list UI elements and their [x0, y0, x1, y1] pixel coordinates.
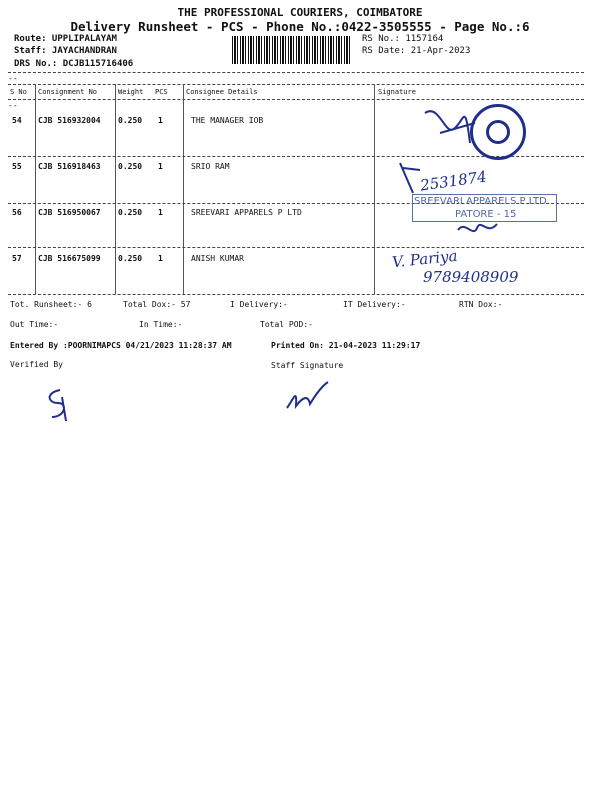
row-weight: 0.250 — [118, 116, 143, 125]
total-dox: Total Dox:- 57 — [123, 300, 191, 309]
col-divider — [183, 84, 184, 294]
rule-header-bottom — [8, 99, 584, 100]
rs-date: RS Date: 21-Apr-2023 — [362, 46, 471, 56]
handwritten-phone-row57: 9789408909 — [423, 268, 519, 286]
total-pod: Total POD:- — [260, 320, 313, 329]
row-pcs: 1 — [158, 116, 163, 125]
row-sno: 55 — [12, 162, 22, 171]
row-weight: 0.250 — [118, 162, 143, 171]
it-delivery: IT Delivery:- — [343, 300, 406, 309]
handwritten-number-row55: 2531874 — [419, 167, 488, 195]
col-signature-header: Signature — [378, 88, 416, 96]
staff-signature — [282, 378, 332, 413]
in-time: In Time:- — [139, 320, 183, 329]
row-consignee: ANISH KUMAR — [191, 254, 244, 263]
row-consignment: CJB 516918463 — [38, 162, 101, 171]
rule-header-top — [8, 84, 584, 85]
row-sno: 56 — [12, 208, 22, 217]
verified-by-label: Verified By — [10, 360, 63, 369]
col-consignee-header: Consignee Details — [186, 88, 258, 96]
handwritten-name-row57: V. Pariya — [391, 246, 459, 272]
col-divider — [35, 84, 36, 294]
document-title: THE PROFESSIONAL COURIERS, COIMBATORE — [177, 6, 423, 19]
row-consignee: THE MANAGER IOB — [191, 116, 264, 125]
rule-mark: -- — [8, 74, 18, 83]
signature-row54 — [420, 98, 480, 153]
sreevari-stamp-line1: SREEVARI APPARELS P LTD — [414, 196, 547, 207]
out-time: Out Time:- — [10, 320, 59, 329]
verified-signature — [40, 385, 75, 425]
route-label: Route: UPPLIPALAYAM — [14, 34, 117, 44]
staff-label: Staff: JAYACHANDRAN — [14, 46, 117, 56]
col-pcs-header: PCS — [155, 88, 168, 96]
rtn-dox: RTN Dox:- — [459, 300, 503, 309]
i-delivery: I Delivery:- — [230, 300, 288, 309]
rule-mark: -- — [8, 101, 18, 110]
rule-top — [8, 72, 584, 73]
row-divider — [8, 247, 584, 248]
row-consignee: SREEVARI APPARELS P LTD — [191, 208, 302, 217]
col-divider — [115, 84, 116, 294]
entered-by: Entered By :POORNIMAPCS 04/21/2023 11:28:37 AM — [10, 341, 232, 350]
printed-on: Printed On: 21-04-2023 11:29:17 — [271, 341, 421, 350]
barcode — [232, 36, 352, 64]
row-sno: 54 — [12, 116, 22, 125]
row-weight: 0.250 — [118, 254, 143, 263]
row-pcs: 1 — [158, 162, 163, 171]
col-weight-header: Weight — [118, 88, 144, 96]
row-consignment: CJB 516932004 — [38, 116, 101, 125]
staff-signature-label: Staff Signature — [271, 361, 344, 370]
rs-number: RS No.: 1157164 — [362, 34, 444, 44]
row-sno: 57 — [12, 254, 22, 263]
col-sno-header: S No — [10, 88, 27, 96]
row-consignment: CJB 516950067 — [38, 208, 101, 217]
sreevari-stamp-line2: PATORE - 15 — [455, 209, 517, 220]
document-subtitle: Delivery Runsheet - PCS - Phone No.:0422-3505555 - Page No.:6 — [70, 19, 530, 34]
row-weight: 0.250 — [118, 208, 143, 217]
col-divider — [374, 84, 375, 294]
row-pcs: 1 — [158, 254, 163, 263]
signature-row56 — [455, 218, 500, 240]
row-consignment: CJB 516675099 — [38, 254, 101, 263]
col-consignment-header: Consignment No — [38, 88, 98, 96]
row-consignee: SRIO RAM — [191, 162, 230, 171]
row-pcs: 1 — [158, 208, 163, 217]
tot-runsheet: Tot. Runsheet:- 6 — [10, 300, 92, 309]
rule-table-bottom — [8, 294, 584, 295]
company-seal-inner — [486, 120, 510, 144]
drs-number: DRS No.: DCJB115716406 — [14, 59, 134, 69]
